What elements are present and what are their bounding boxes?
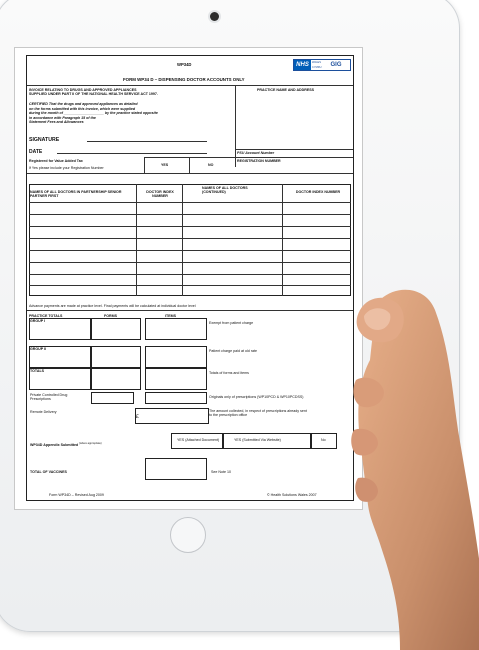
invoice-line-2: SUPPLIED UNDER PART II OF THE NATIONAL HEALTH SERVICE ACT 1997. [29,92,158,96]
hand-image [340,280,479,650]
practice-totals-label: PRACTICE TOTALS [29,314,63,318]
camera-dot [210,12,219,21]
appendix-label: WP34D Appendix Submitted [30,443,79,447]
vat-label: Registered for Value Added Tax [29,159,83,163]
exempt-label: Exempt from patient charge [209,321,254,325]
gig-logo-text: GIG [330,62,342,68]
doctors-col-2 [182,184,183,296]
patient-charge-label: Patient charge paid at old rate [209,349,257,353]
vat-yes[interactable]: YES [161,163,169,167]
advance-divider [27,310,353,311]
originals-label: Originals only of prescriptions (WP10PCD & WP10PCDSS) [209,395,304,399]
psu-label: PSU Account Number [237,151,275,155]
pound-sign: £ [136,414,139,420]
amount-label-1: The amount collected, in respect of prescriptions already sent [209,409,307,413]
amount-label-2: to the prescription office [209,413,248,417]
registration-label: REGISTRATION NUMBER [237,159,281,163]
doctors-header-index: DOCTOR INDEX NUMBER [146,190,174,199]
nhs-logo-subtext: WALES [312,61,321,64]
table-row[interactable] [29,285,351,286]
doctors-header-names: NAMES OF ALL DOCTORS IN PARTNERSHIP SENIOR PARTNER FIRST [30,190,122,199]
footer-right: © Health Solutions Wales 2007 [267,493,317,497]
table-row[interactable] [29,214,351,215]
table-row[interactable] [29,202,351,203]
nhs-wales-logo [293,59,351,71]
certified-line-5: Statement Fees and Allowances [29,120,84,124]
doctors-table [29,184,351,296]
table-row[interactable] [29,238,351,239]
group1-items-input[interactable] [145,318,207,340]
form-code: WP34D [177,62,192,67]
certified-line-1: CERTIFIED That the drugs and approved appliances as detailed [29,102,138,106]
private-forms-input[interactable] [91,392,134,404]
advance-note: Advance payments are made at practice level. Final payments will be calculated at individual doctor level [29,304,196,308]
vaccines-input[interactable] [145,458,207,480]
totals-forms-input[interactable] [91,368,141,390]
practice-divider [235,85,236,167]
intro-bottom-line [27,173,353,174]
signature-label: SIGNATURE [29,137,60,143]
group2-forms-input[interactable] [91,346,141,368]
totals-desc-label: Totals of forms and items [209,371,249,375]
doctors-col-3 [282,184,283,296]
group1-forms-input[interactable] [91,318,141,340]
practice-name-label: PRACTICE NAME AND ADDRESS [257,88,315,92]
certified-line-4: in accordance with Paragraph 15 of the [29,115,96,120]
home-button[interactable] [170,517,206,553]
totals-items-input[interactable] [145,368,207,390]
table-row[interactable] [29,250,351,251]
group1-label: GROUP I [30,319,46,323]
vat-row-top [144,157,353,158]
private-label-2: Prescriptions [30,397,51,401]
table-row[interactable] [29,226,351,227]
date-label: DATE [29,149,43,155]
group2-items-input[interactable] [145,346,207,368]
table-row[interactable] [29,274,351,275]
appendix-yes-attached-label: YES (Attached Document) [177,438,220,442]
private-items-input[interactable] [145,392,207,404]
table-row[interactable] [29,262,351,263]
footer-left: Form WP34D – Revised Aug 2009 [49,493,104,497]
nhs-logo-text: NHS [294,60,311,70]
form-document [26,55,354,501]
doctors-col-1 [136,184,137,296]
totals-label: TOTALS [30,369,45,373]
doctors-header-names-continued: NAMES OF ALL DOCTORS (CONTINUED) [202,186,248,195]
doctors-header-index-2: DOCTOR INDEX NUMBER [295,190,341,194]
certified-line-3: during the month of ____________________ by the practice stated opposite [29,111,158,115]
gig-logo-subtext: CYMRU [312,66,322,69]
group2-label: GROUP II [30,347,47,351]
see-note-label: See Note 10 [211,470,231,474]
vaccines-label: TOTAL OF VACCINES [30,470,67,474]
remote-label: Remote Delivery [30,410,57,414]
vat-row-divider-1 [144,157,145,173]
appendix-yes-website-label: YES (Submitted Via Website) [234,438,281,442]
vat-row-divider-2 [189,157,190,173]
items-label: ITEMS [165,314,176,318]
appendix-note: (where appropriate) [79,442,102,445]
signature-line[interactable] [87,141,207,142]
appendix-no-label: No [321,438,326,442]
form-title: FORM WP34 D – DISPENSING DOCTOR ACCOUNTS ONLY [123,77,245,82]
tablet-screen [14,47,363,510]
private-label-1: Private Controlled Drug [30,393,68,397]
vat-no[interactable]: NO [208,163,214,167]
remote-amount-input[interactable] [135,408,209,424]
vat-note: If Yes please include your Registration Number [29,166,104,170]
certified-line-2: on the forms submitted with this invoice, which were supplied [29,106,136,111]
forms-label: FORMS [104,314,117,318]
title-divider [27,85,353,86]
psu-top-line [235,149,353,150]
invoice-line-1: INVOICE RELATING TO DRUGS AND APPROVED APPLIANCES [29,88,137,92]
date-line[interactable] [57,153,207,154]
